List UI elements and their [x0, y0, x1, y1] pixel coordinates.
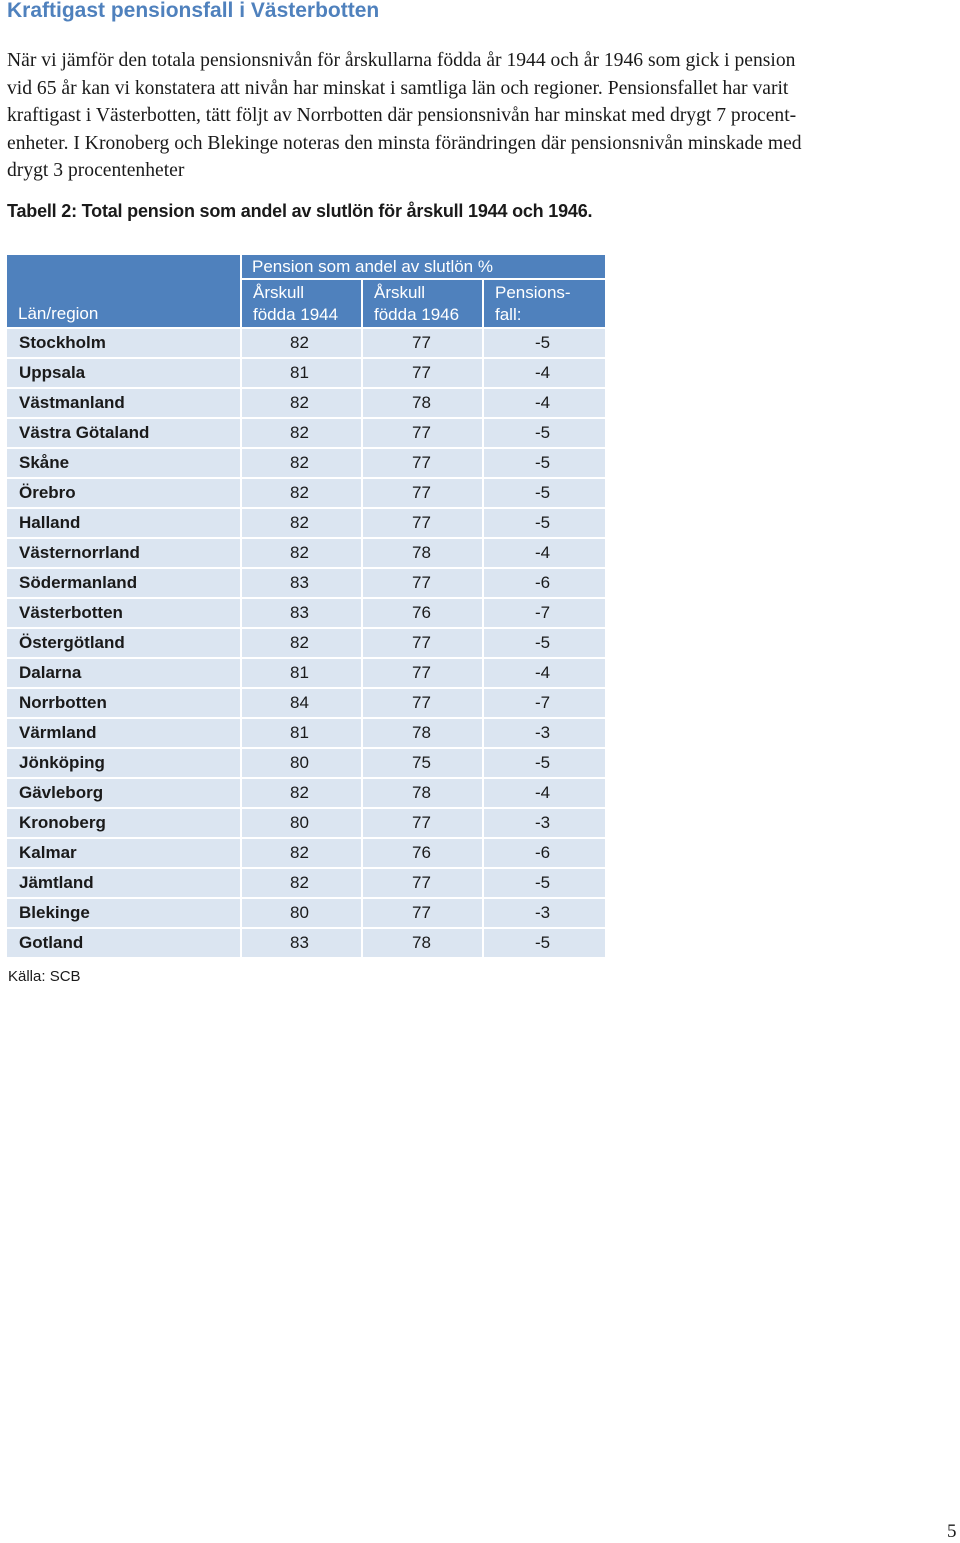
value-fall: -3	[535, 903, 551, 922]
value-1946: 78	[412, 543, 431, 562]
value-fall: -4	[535, 663, 551, 682]
value-fall: -4	[535, 393, 551, 412]
pension-table	[7, 255, 605, 955]
value-1946: 77	[412, 873, 431, 892]
region-name: Jönköping	[19, 753, 105, 772]
value-1946: 76	[412, 603, 431, 622]
value-1944: 80	[290, 903, 309, 922]
region-name: Västerbotten	[19, 603, 123, 622]
page-heading: Kraftigast pensionsfall i Västerbotten	[7, 0, 380, 22]
value-1944: 83	[290, 933, 309, 952]
header-1944-line1: Årskull	[253, 283, 305, 302]
value-fall: -5	[535, 423, 551, 442]
header-1946-line1: Årskull	[374, 283, 426, 302]
value-1946: 75	[412, 753, 431, 772]
region-name: Uppsala	[19, 363, 86, 382]
region-name: Skåne	[19, 453, 70, 472]
value-fall: -4	[535, 543, 551, 562]
value-1946: 77	[412, 483, 431, 502]
paragraph-line: enheter. I Kronoberg och Blekinge noteras den minsta förändringen där pensionsnivån minskade med	[7, 132, 802, 154]
region-name: Blekinge	[19, 903, 90, 922]
value-1946: 77	[412, 573, 431, 592]
region-name: Östergötland	[19, 633, 125, 652]
value-1944: 81	[290, 663, 309, 682]
region-name: Stockholm	[19, 333, 106, 352]
value-1944: 82	[290, 543, 309, 562]
table-row	[7, 419, 605, 447]
value-fall: -5	[535, 753, 551, 772]
header-1944-line2: födda 1944	[253, 305, 339, 324]
region-name: Södermanland	[19, 573, 138, 592]
region-name: Jämtland	[19, 873, 94, 892]
table-row	[7, 899, 605, 927]
value-fall: -7	[535, 693, 551, 712]
value-1944: 82	[290, 333, 309, 352]
table-row	[7, 449, 605, 477]
table-row	[7, 779, 605, 807]
body-paragraph	[7, 47, 955, 185]
header-fall-line2: fall:	[495, 305, 522, 324]
value-1946: 76	[412, 843, 431, 862]
value-1944: 81	[290, 723, 309, 742]
value-fall: -5	[535, 513, 551, 532]
table-row	[7, 689, 605, 717]
paragraph-line: vid 65 år kan vi konstatera att nivån har minskat i samtliga län och regioner. Pensionsfallet har varit	[7, 77, 789, 99]
value-fall: -5	[535, 873, 551, 892]
source-note: Källa: SCB	[8, 968, 81, 985]
table-row	[7, 599, 605, 627]
value-1944: 82	[290, 843, 309, 862]
value-fall: -6	[535, 843, 551, 862]
value-1946: 77	[412, 633, 431, 652]
table-row	[7, 839, 605, 867]
value-1944: 82	[290, 393, 309, 412]
value-fall: -4	[535, 363, 551, 382]
value-1944: 82	[290, 423, 309, 442]
value-1946: 77	[412, 363, 431, 382]
value-fall: -7	[535, 603, 551, 622]
region-name: Kalmar	[19, 843, 77, 862]
value-1946: 78	[412, 393, 431, 412]
value-1944: 82	[290, 483, 309, 502]
value-1944: 82	[290, 633, 309, 652]
value-1944: 81	[290, 363, 309, 382]
value-1944: 82	[290, 873, 309, 892]
value-1946: 77	[412, 423, 431, 442]
region-name: Halland	[19, 513, 81, 532]
table-row	[7, 869, 605, 897]
region-name: Norrbotten	[19, 693, 107, 712]
value-1944: 82	[290, 783, 309, 802]
value-fall: -5	[535, 453, 551, 472]
value-fall: -5	[535, 333, 551, 352]
table-row	[7, 389, 605, 417]
value-1944: 83	[290, 573, 309, 592]
value-1946: 77	[412, 333, 431, 352]
value-1944: 82	[290, 453, 309, 472]
value-1946: 77	[412, 903, 431, 922]
page-number: 5	[947, 1521, 957, 1542]
header-region-label: Län/region	[18, 304, 99, 323]
table-row	[7, 929, 605, 957]
table-row	[7, 359, 605, 387]
region-name: Västernorrland	[19, 543, 140, 562]
region-name: Västra Götaland	[19, 423, 150, 442]
region-name: Gotland	[19, 933, 84, 952]
value-fall: -4	[535, 783, 551, 802]
value-1946: 77	[412, 693, 431, 712]
value-1944: 82	[290, 513, 309, 532]
value-fall: -5	[535, 633, 551, 652]
table-row	[7, 329, 605, 357]
paragraph-line: drygt 3 procentenheter	[7, 160, 185, 181]
region-name: Dalarna	[19, 663, 82, 682]
paragraph-line: kraftigast i Västerbotten, tätt följt av Norrbotten där pensionsnivån har minskat med drygt 7 procent-	[7, 105, 797, 126]
header-fall-line1: Pensions-	[495, 283, 571, 302]
header-1946-line2: födda 1946	[374, 305, 460, 324]
value-fall: -6	[535, 573, 551, 592]
value-1944: 83	[290, 603, 309, 622]
value-1946: 77	[412, 453, 431, 472]
table-row	[7, 809, 605, 837]
value-fall: -5	[535, 933, 551, 952]
value-fall: -5	[535, 483, 551, 502]
value-1944: 84	[290, 693, 309, 712]
table-caption: Tabell 2: Total pension som andel av slutlön för årskull 1944 och 1946.	[7, 201, 593, 221]
value-1944: 80	[290, 813, 309, 832]
region-name: Kronoberg	[19, 813, 106, 832]
value-1946: 77	[412, 663, 431, 682]
table-row	[7, 479, 605, 507]
region-name: Västmanland	[19, 393, 125, 412]
table-row	[7, 539, 605, 567]
value-1944: 80	[290, 753, 309, 772]
region-name: Värmland	[19, 723, 97, 742]
table-row	[7, 569, 605, 597]
table-row	[7, 659, 605, 687]
table-row	[7, 719, 605, 747]
value-1946: 77	[412, 513, 431, 532]
value-fall: -3	[535, 813, 551, 832]
value-fall: -3	[535, 723, 551, 742]
paragraph-line: När vi jämför den totala pensionsnivån för årskullarna födda år 1944 och år 1946 som gick i pension	[7, 50, 796, 71]
value-1946: 77	[412, 813, 431, 832]
table-row	[7, 509, 605, 537]
header-group-label: Pension som andel av slutlön %	[252, 257, 493, 276]
table-header	[7, 255, 605, 327]
table-row	[7, 749, 605, 777]
value-1946: 78	[412, 933, 431, 952]
value-1946: 78	[412, 723, 431, 742]
region-name: Gävleborg	[19, 783, 104, 802]
region-name: Örebro	[19, 483, 76, 502]
table-row	[7, 629, 605, 657]
value-1946: 78	[412, 783, 431, 802]
